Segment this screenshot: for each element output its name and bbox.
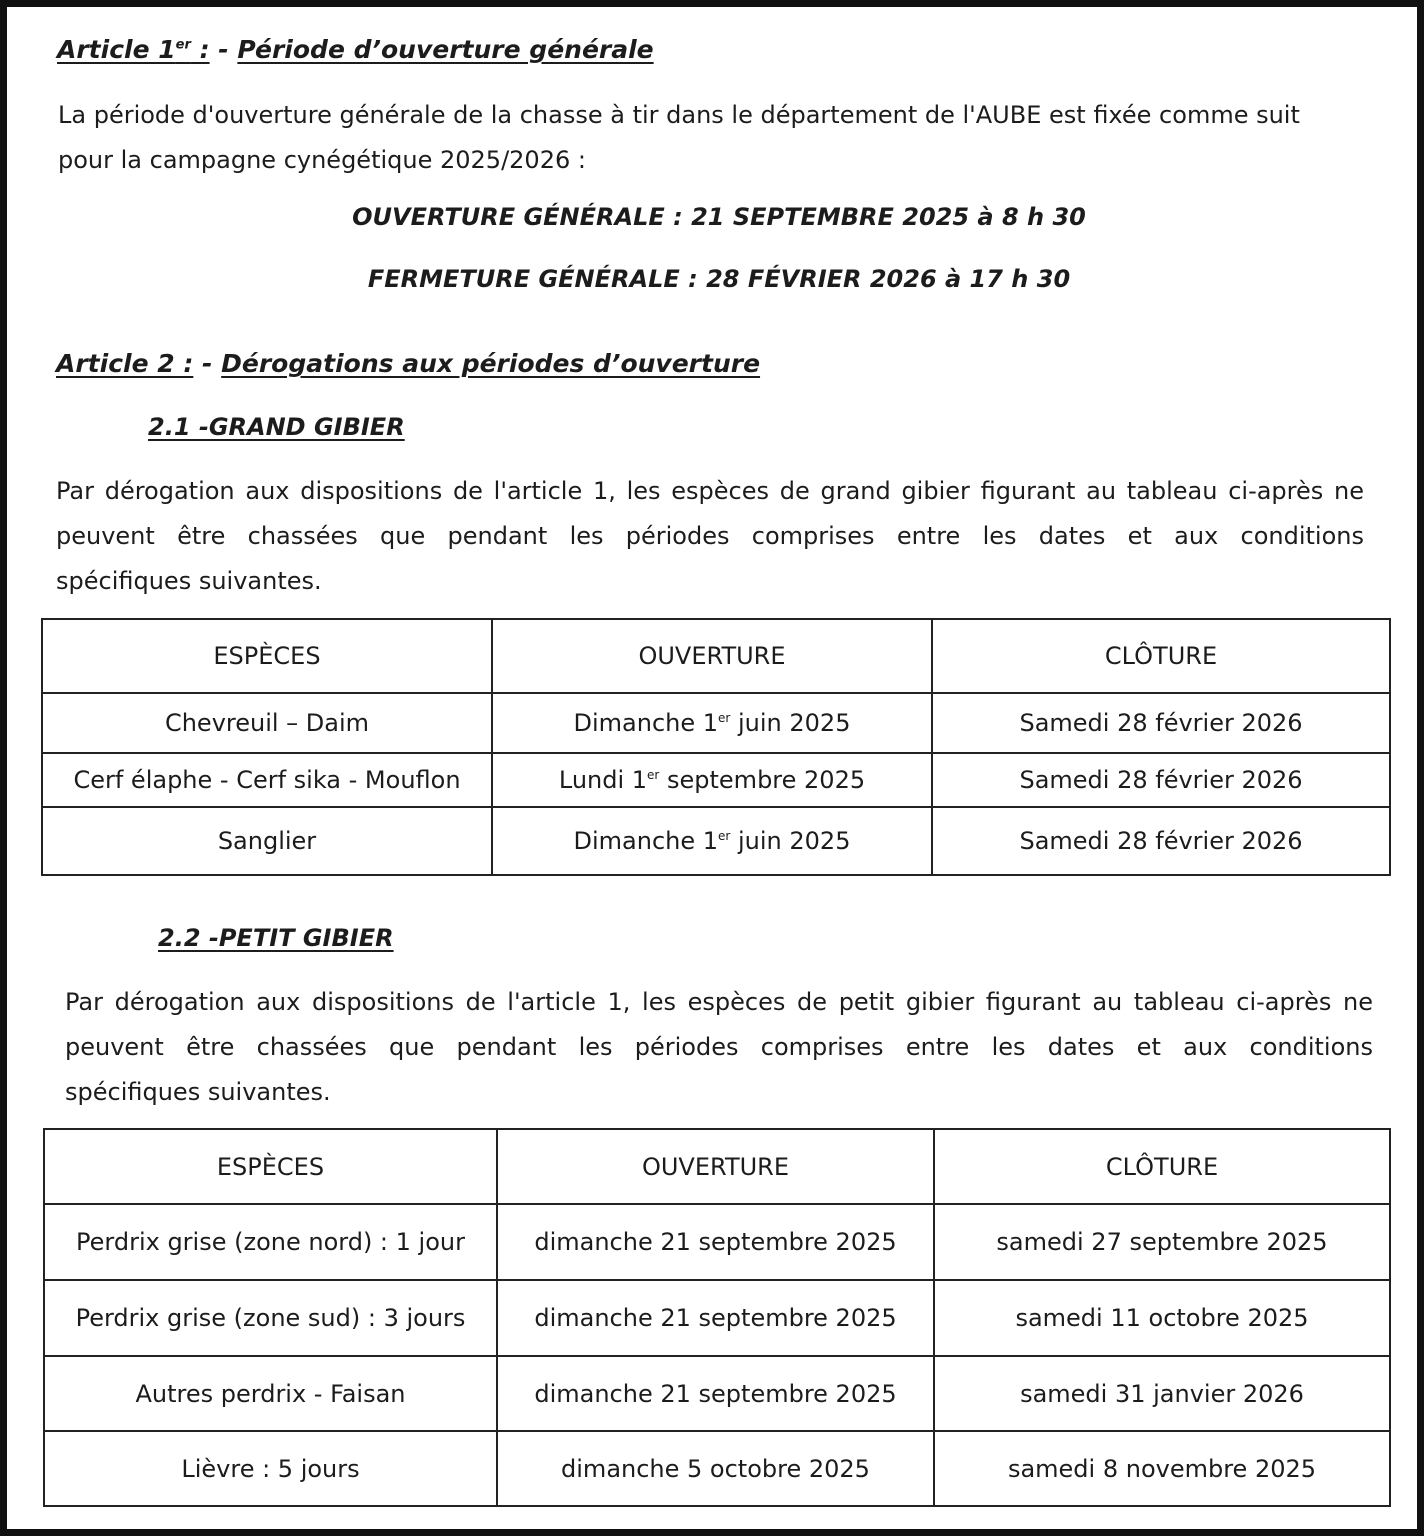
- petit-gibier-table: [43, 1128, 1391, 1507]
- table-row: [42, 753, 1390, 807]
- header-cloture: CLÔTURE: [932, 619, 1390, 693]
- opening-rest: septembre 2025: [659, 766, 866, 794]
- table-header-row: [44, 1129, 1390, 1204]
- species-cell: Perdrix grise (zone sud) : 3 jours: [44, 1280, 497, 1356]
- section-2-1-heading: 2.1 -GRAND GIBIER: [148, 413, 405, 441]
- table-row: [44, 1204, 1390, 1280]
- article1-title: Période d’ouverture générale: [237, 35, 654, 64]
- opening-cell: dimanche 21 septembre 2025: [497, 1356, 934, 1431]
- article1-label-sup: er: [175, 37, 191, 53]
- species-cell: Sanglier: [42, 807, 492, 875]
- table-row: [44, 1280, 1390, 1356]
- article1-paragraph: [58, 93, 1368, 183]
- section-2-1-paragraph: [56, 469, 1364, 604]
- header-especes: ESPÈCES: [42, 619, 492, 693]
- article2-dash: -: [193, 349, 222, 378]
- header-ouverture: OUVERTURE: [492, 619, 932, 693]
- table-row: [42, 693, 1390, 753]
- article1-heading: [57, 35, 654, 64]
- grand-gibier-table: [41, 618, 1391, 876]
- opening-sup: er: [647, 768, 660, 782]
- section-2-2-paragraph: [65, 980, 1373, 1115]
- table-row: [44, 1356, 1390, 1431]
- article2-title: Dérogations aux périodes d’ouverture: [221, 349, 761, 378]
- opening-cell: dimanche 21 septembre 2025: [497, 1280, 934, 1356]
- closing-cell: Samedi 28 février 2026: [932, 693, 1390, 753]
- section-2-1-line1: Par dérogation aux dispositions de l'article 1, les espèces de grand gibier figurant au tableau ci-après ne: [56, 477, 1364, 505]
- section-2-2-line1: Par dérogation aux dispositions de l'article 1, les espèces de petit gibier figurant au tableau ci-après ne: [65, 988, 1373, 1016]
- article1-colon: :: [190, 35, 210, 64]
- opening-day: Dimanche 1: [573, 709, 719, 737]
- article1-label-group: [57, 35, 210, 64]
- opening-cell: [492, 693, 932, 753]
- species-cell: Perdrix grise (zone nord) : 1 jour: [44, 1204, 497, 1280]
- article2-heading: [56, 349, 760, 378]
- species-cell: Lièvre : 5 jours: [44, 1431, 497, 1506]
- article1-label: Article 1: [57, 35, 176, 64]
- closing-cell: samedi 31 janvier 2026: [934, 1356, 1390, 1431]
- opening-cell: dimanche 5 octobre 2025: [497, 1431, 934, 1506]
- species-cell: Cerf élaphe - Cerf sika - Mouflon: [42, 753, 492, 807]
- closing-cell: samedi 27 septembre 2025: [934, 1204, 1390, 1280]
- opening-sup: er: [718, 829, 731, 843]
- opening-rest: juin 2025: [730, 827, 851, 855]
- closing-cell: samedi 8 novembre 2025: [934, 1431, 1390, 1506]
- article2-label: Article 2 :: [56, 349, 194, 378]
- header-ouverture: OUVERTURE: [497, 1129, 934, 1204]
- species-cell: Autres perdrix - Faisan: [44, 1356, 497, 1431]
- table-row: [42, 807, 1390, 875]
- opening-cell: dimanche 21 septembre 2025: [497, 1204, 934, 1280]
- opening-cell: [492, 753, 932, 807]
- species-cell: Chevreuil – Daim: [42, 693, 492, 753]
- header-especes: ESPÈCES: [44, 1129, 497, 1204]
- closing-cell: Samedi 28 février 2026: [932, 807, 1390, 875]
- header-cloture: CLÔTURE: [934, 1129, 1390, 1204]
- opening-day: Lundi 1: [558, 766, 648, 794]
- article1-paragraph-line1: La période d'ouverture générale de la chasse à tir dans le département de l'AUBE est fixée comme suit: [58, 101, 1300, 129]
- article1-paragraph-line2: pour la campagne cynégétique 2025/2026 :: [58, 146, 586, 174]
- section-2-2-line2: peuvent être chassées que pendant les périodes comprises entre les dates et aux conditions: [65, 1033, 1373, 1061]
- general-closing-date: FERMETURE GÉNÉRALE : 28 FÉVRIER 2026 à 17 h 30: [367, 265, 1071, 293]
- closing-cell: Samedi 28 février 2026: [932, 753, 1390, 807]
- section-2-2-line3: spécifiques suivantes.: [65, 1078, 331, 1106]
- opening-day: Dimanche 1: [573, 827, 719, 855]
- section-2-2-heading: 2.2 -PETIT GIBIER: [158, 924, 394, 952]
- section-2-1-line2: peuvent être chassées que pendant les périodes comprises entre les dates et aux conditions: [56, 522, 1364, 550]
- closing-cell: samedi 11 octobre 2025: [934, 1280, 1390, 1356]
- article1-dash: -: [209, 35, 238, 64]
- general-opening-date: OUVERTURE GÉNÉRALE : 21 SEPTEMBRE 2025 à 8 h 30: [352, 203, 1086, 231]
- opening-rest: juin 2025: [730, 709, 851, 737]
- table-header-row: [42, 619, 1390, 693]
- section-2-1-line3: spécifiques suivantes.: [56, 567, 322, 595]
- opening-cell: [492, 807, 932, 875]
- opening-sup: er: [718, 711, 731, 725]
- table-row: [44, 1431, 1390, 1506]
